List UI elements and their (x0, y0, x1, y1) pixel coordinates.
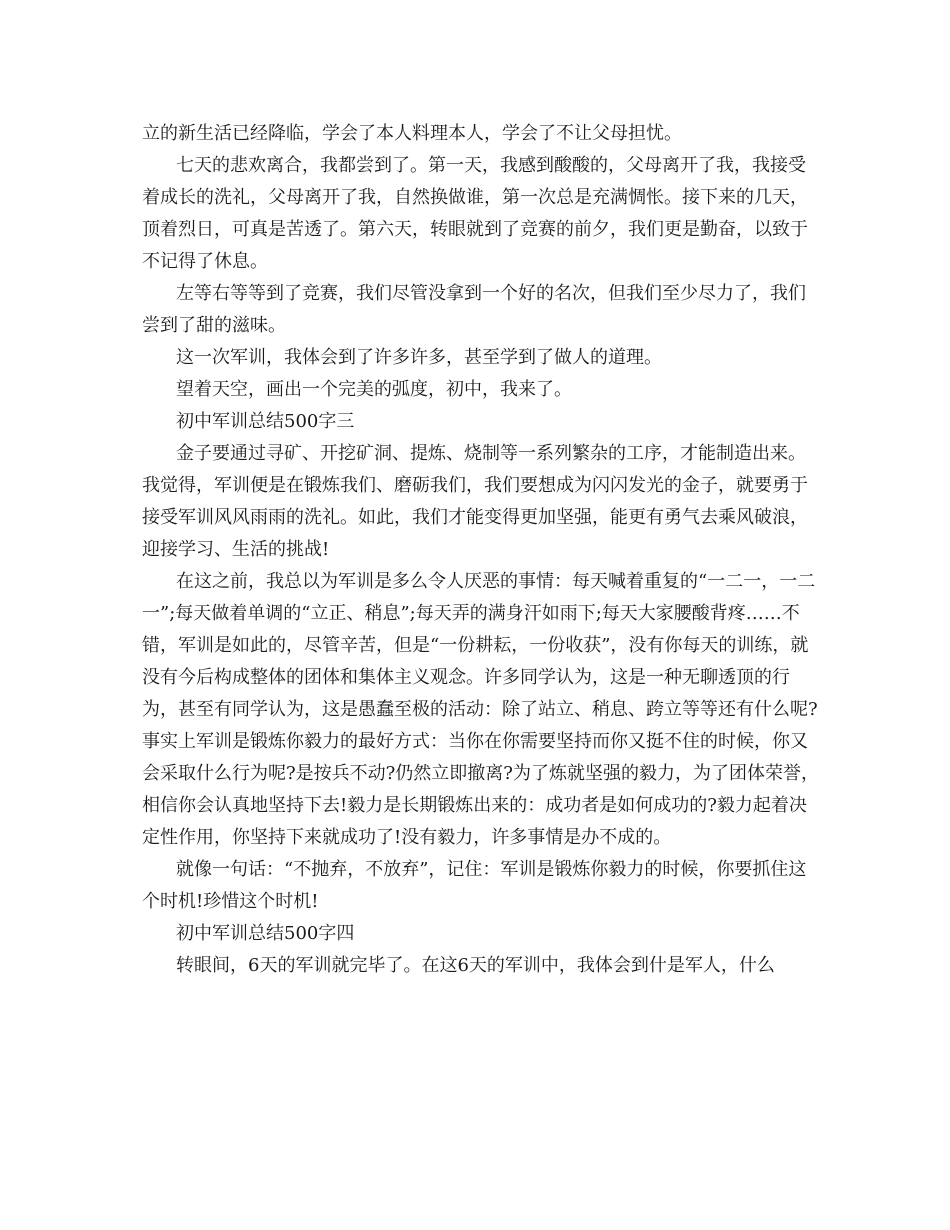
section-heading: 初中军训总结500字三 (176, 411, 355, 432)
document-body (142, 118, 822, 982)
paragraph: 望着天空，画出一个完美的弧度，初中，我来了。 (176, 379, 572, 400)
paragraph: 在这之前，我总以为军训是多么令人厌恶的事情：每天喊着重复的“一二一，一二一”;每天做着单调的“立正、稍息”;每天弄的满身汗如雨下;每天大家腰酸背疼……不错，军训是如此的，尽管辛苦，但是“一份耕耘，一份收获”，没有你每天的训练，就没有今后构成整体的团体和集体主义观念。许多同学认为，这是一种无聊透顶的行为，甚至有同学认为，这是愚蠢至极的活动：除了站立、稍息、跨立等等还有什么呢?事实上军训是锻炼你毅力的最好方式：当你在你需要坚持而你又挺不住的时候，你又会采取什么行为呢?是按兵不动?仍然立即撤离?为了炼就坚强的毅力，为了团体荣誉，相信你会认真地坚持下去!毅力是长期锻炼出来的：成功者是如何成功的?毅力起着决定性作用，你坚持下来就成功了!没有毅力，许多事情是办不成的。 (142, 571, 819, 848)
paragraph: 金子要通过寻矿、开挖矿洞、提炼、烧制等一系列繁杂的工序，才能制造出来。我觉得，军训便是在锻炼我们、磨砺我们，我们要想成为闪闪发光的金子，就要勇于接受军训风风雨雨的洗礼。如此，我们才能变得更加坚强，能更有勇气去乘风破浪，迎接学习、生活的挑战! (142, 443, 808, 560)
paragraph-continuation: 立的新生活已经降临，学会了本人料理本人，学会了不让父母担忧。 (142, 123, 682, 144)
paragraph: 转眼间，6天的军训就完毕了。在这6天的军训中，我体会到什是军人，什么 (176, 955, 775, 976)
section-heading: 初中军训总结500字四 (176, 923, 355, 944)
paragraph: 这一次军训，我体会到了许多许多，甚至学到了做人的道理。 (176, 347, 662, 368)
paragraph: 七天的悲欢离合，我都尝到了。第一天，我感到酸酸的，父母离开了我，我接受着成长的洗礼，父母离开了我，自然换做谁，第一次总是充满惆怅。接下来的几天，顶着烈日，可真是苦透了。第六天，转眼就到了竞赛的前夕，我们更是勤奋，以致于不记得了休息。 (142, 155, 808, 272)
paragraph: 左等右等等到了竞赛，我们尽管没拿到一个好的名次，但我们至少尽力了，我们尝到了甜的滋味。 (142, 283, 806, 336)
paragraph: 就像一句话：“不抛弃，不放弃”，记住：军训是锻炼你毅力的时候，你要抓住这个时机!珍惜这个时机! (142, 859, 807, 912)
